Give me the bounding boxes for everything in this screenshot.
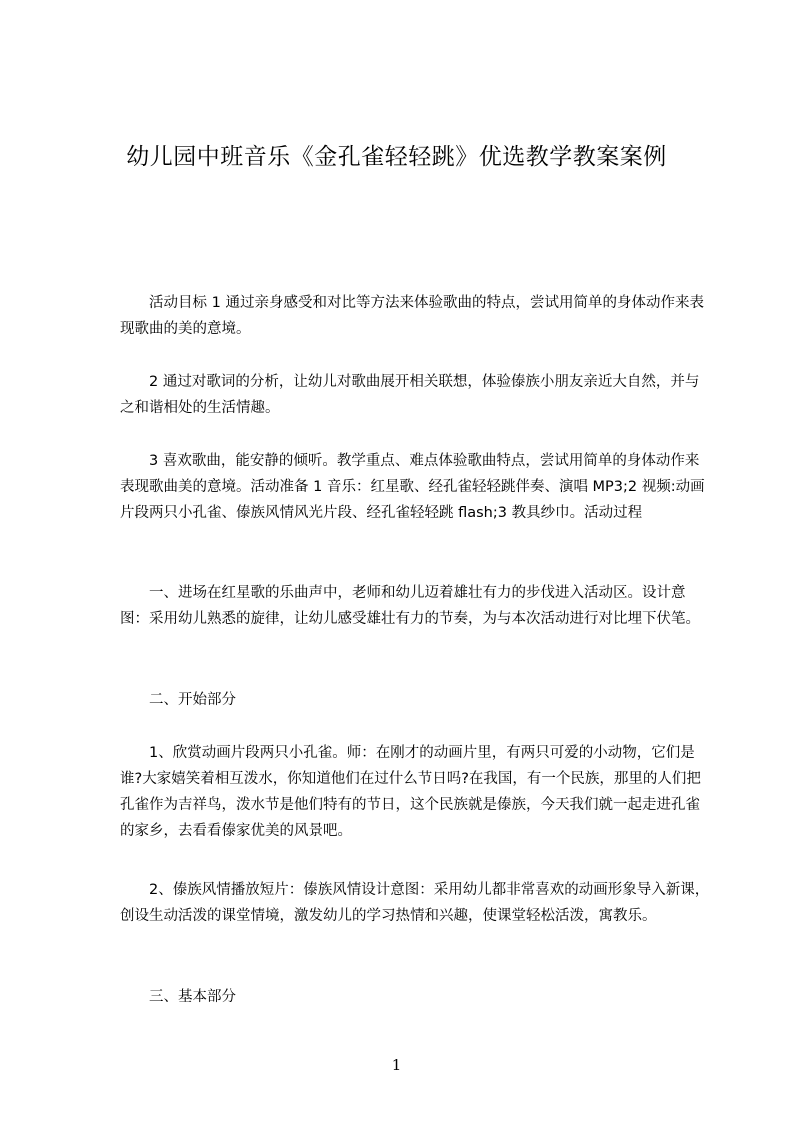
- paragraph-animation: 1、欣赏动画片段两只小孔雀。师：在刚才的动画片里，有两只可爱的小动物，它们是谁?大家嬉笑着相互泼水，你知道他们在过什么节日吗?在我国，有一个民族，那里的人们把孔雀作为吉祥鸟，泼水节是他们特有的节日，这个民族就是傣族，今天我们就一起走进孔雀的家乡，去看看傣家优美的风景吧。: [120, 745, 701, 839]
- page-number: 1: [391, 1056, 402, 1074]
- section-heading-basic: 三、基本部分: [149, 989, 236, 1005]
- paragraph-objective-2: 2 通过对歌词的分析，让幼儿对歌曲展开相关联想，体验傣族小朋友亲近大自然，并与之和谐相处的生活情趣。: [120, 374, 700, 416]
- paragraph-dai-culture: 2、傣族风情播放短片：傣族风情设计意图：采用幼儿都非常喜欢的动画形象导入新课，创设生动活泼的课堂情境，激发幼儿的学习热情和兴趣，使课堂轻松活泼，寓教乐。: [120, 882, 710, 924]
- paragraph-objective-3-preparation: 3 喜欢歌曲，能安静的倾听。教学重点、难点体验歌曲特点，尝试用简单的身体动作来表现歌曲美的意境。活动准备 1 音乐：红星歌、经孔雀轻轻跳伴奏、演唱 MP3;2 视频:动画片段两只小孔雀、傣族风情风光片段、经孔雀轻轻跳 flash;3 教具纱巾。活动过程: [120, 453, 705, 521]
- document-title: 幼儿园中班音乐《金孔雀轻轻跳》优选教学教案案例: [126, 144, 667, 170]
- paragraph-entrance: 一、进场在红星歌的乐曲声中，老师和幼儿迈着雄壮有力的步伐进入活动区。设计意图：采用幼儿熟悉的旋律，让幼儿感受雄壮有力的节奏，为与本次活动进行对比埋下伏笔。: [120, 585, 700, 627]
- paragraph-objective-1: 活动目标 1 通过亲身感受和对比等方法来体验歌曲的特点，尝试用简单的身体动作来表现歌曲的美的意境。: [120, 295, 704, 337]
- section-heading-start: 二、开始部分: [149, 692, 236, 708]
